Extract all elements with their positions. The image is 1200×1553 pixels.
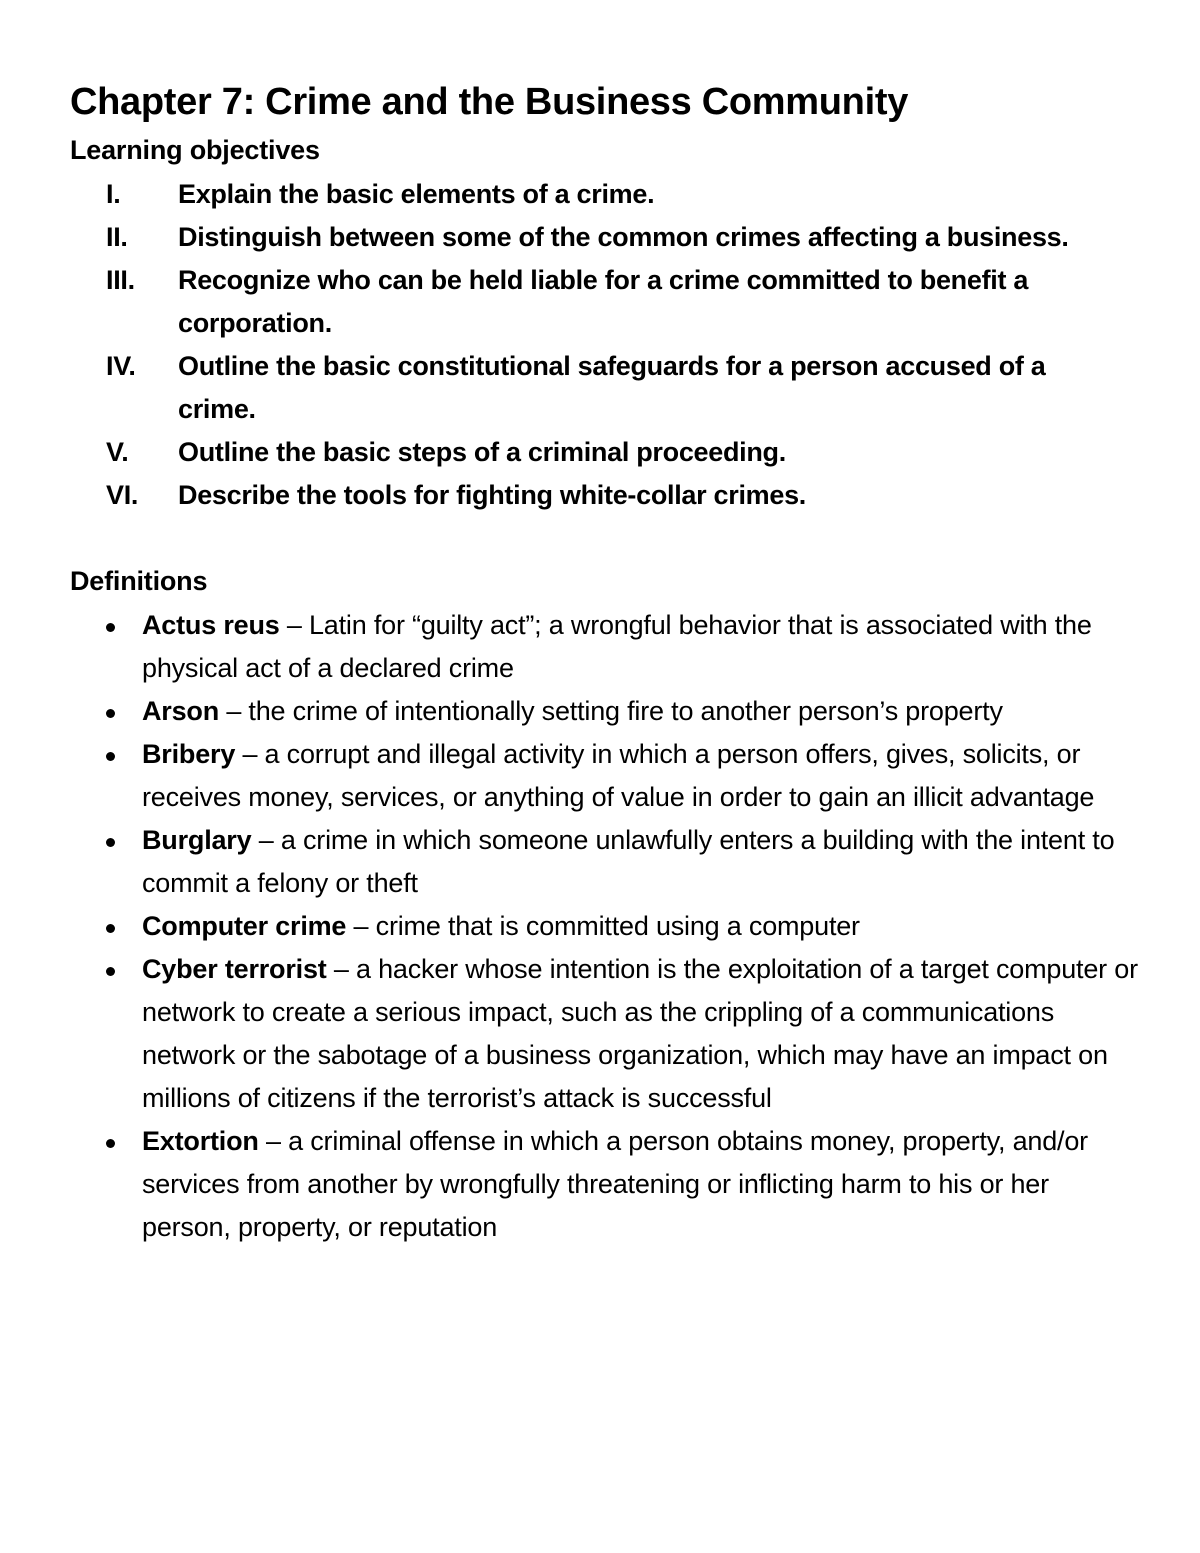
definition-text: – crime that is committed using a computer [346,911,860,941]
objective-item [70,431,1130,474]
objective-text: Explain the basic elements of a crime. [178,179,655,209]
objective-text: Outline the basic steps of a criminal proceeding. [178,437,786,467]
definition-term: Bribery [142,739,236,769]
definition-term: Computer crime [142,911,347,941]
objective-text: Distinguish between some of the common crimes affecting a business. [178,222,1069,252]
definitions-heading: Definitions [70,566,208,596]
definitions-list [70,604,1140,1249]
objective-item [70,173,1130,216]
definition-text: – a crime in which someone unlawfully enters a building with the intent to commit a felony or theft [142,825,1115,898]
definition-item [70,905,1140,948]
objective-numeral: VI. [106,480,139,510]
bullet-icon [106,709,115,718]
chapter-title: Chapter 7: Crime and the Business Community [70,81,909,123]
definition-item [70,1120,1140,1249]
objective-item [70,474,1130,517]
definition-item [70,948,1140,1120]
bullet-icon [106,752,115,761]
objective-item [70,259,1130,345]
definition-text: – a criminal offense in which a person obtains money, property, and/or services from another by wrongfully threatening or inflicting harm to his or her person, property, or reputation [142,1126,1088,1242]
definition-text: – a hacker whose intention is the exploitation of a target computer or network to create a serious impact, such as the crippling of a communications network or the sabotage of a business organization, which may have an impact on millions of citizens if the terrorist’s attack is successful [142,954,1138,1113]
bullet-icon [106,967,115,976]
bullet-icon [106,1139,115,1148]
definition-text: – a corrupt and illegal activity in which a person offers, gives, solicits, or receives money, services, or anything of value in order to gain an illicit advantage [142,739,1095,812]
bullet-icon [106,623,115,632]
definition-item [70,733,1140,819]
definition-term: Extortion [142,1126,259,1156]
objective-item [70,216,1130,259]
definition-text: – Latin for “guilty act”; a wrongful behavior that is associated with the physical act of a declared crime [142,610,1092,683]
objective-numeral: I. [106,179,121,209]
bullet-icon [106,838,115,847]
objective-text: Describe the tools for fighting white-collar crimes. [178,480,807,510]
objective-numeral: III. [106,265,135,295]
definition-term: Actus reus [142,610,280,640]
bullet-icon [106,924,115,933]
definition-term: Burglary [142,825,252,855]
definition-item [70,604,1140,690]
objective-numeral: V. [106,437,129,467]
definition-item [70,690,1140,733]
objective-numeral: II. [106,222,128,252]
objective-numeral: IV. [106,351,136,381]
objectives-heading: Learning objectives [70,135,320,165]
definition-item [70,819,1140,905]
objective-text: Outline the basic constitutional safeguards for a person accused of a crime. [178,351,1046,424]
definition-term: Arson [142,696,220,726]
definition-text: – the crime of intentionally setting fire to another person’s property [219,696,1003,726]
objective-item [70,345,1130,431]
objective-text: Recognize who can be held liable for a crime committed to benefit a corporation. [178,265,1029,338]
objectives-list [70,173,1130,517]
definition-term: Cyber terrorist [142,954,327,984]
